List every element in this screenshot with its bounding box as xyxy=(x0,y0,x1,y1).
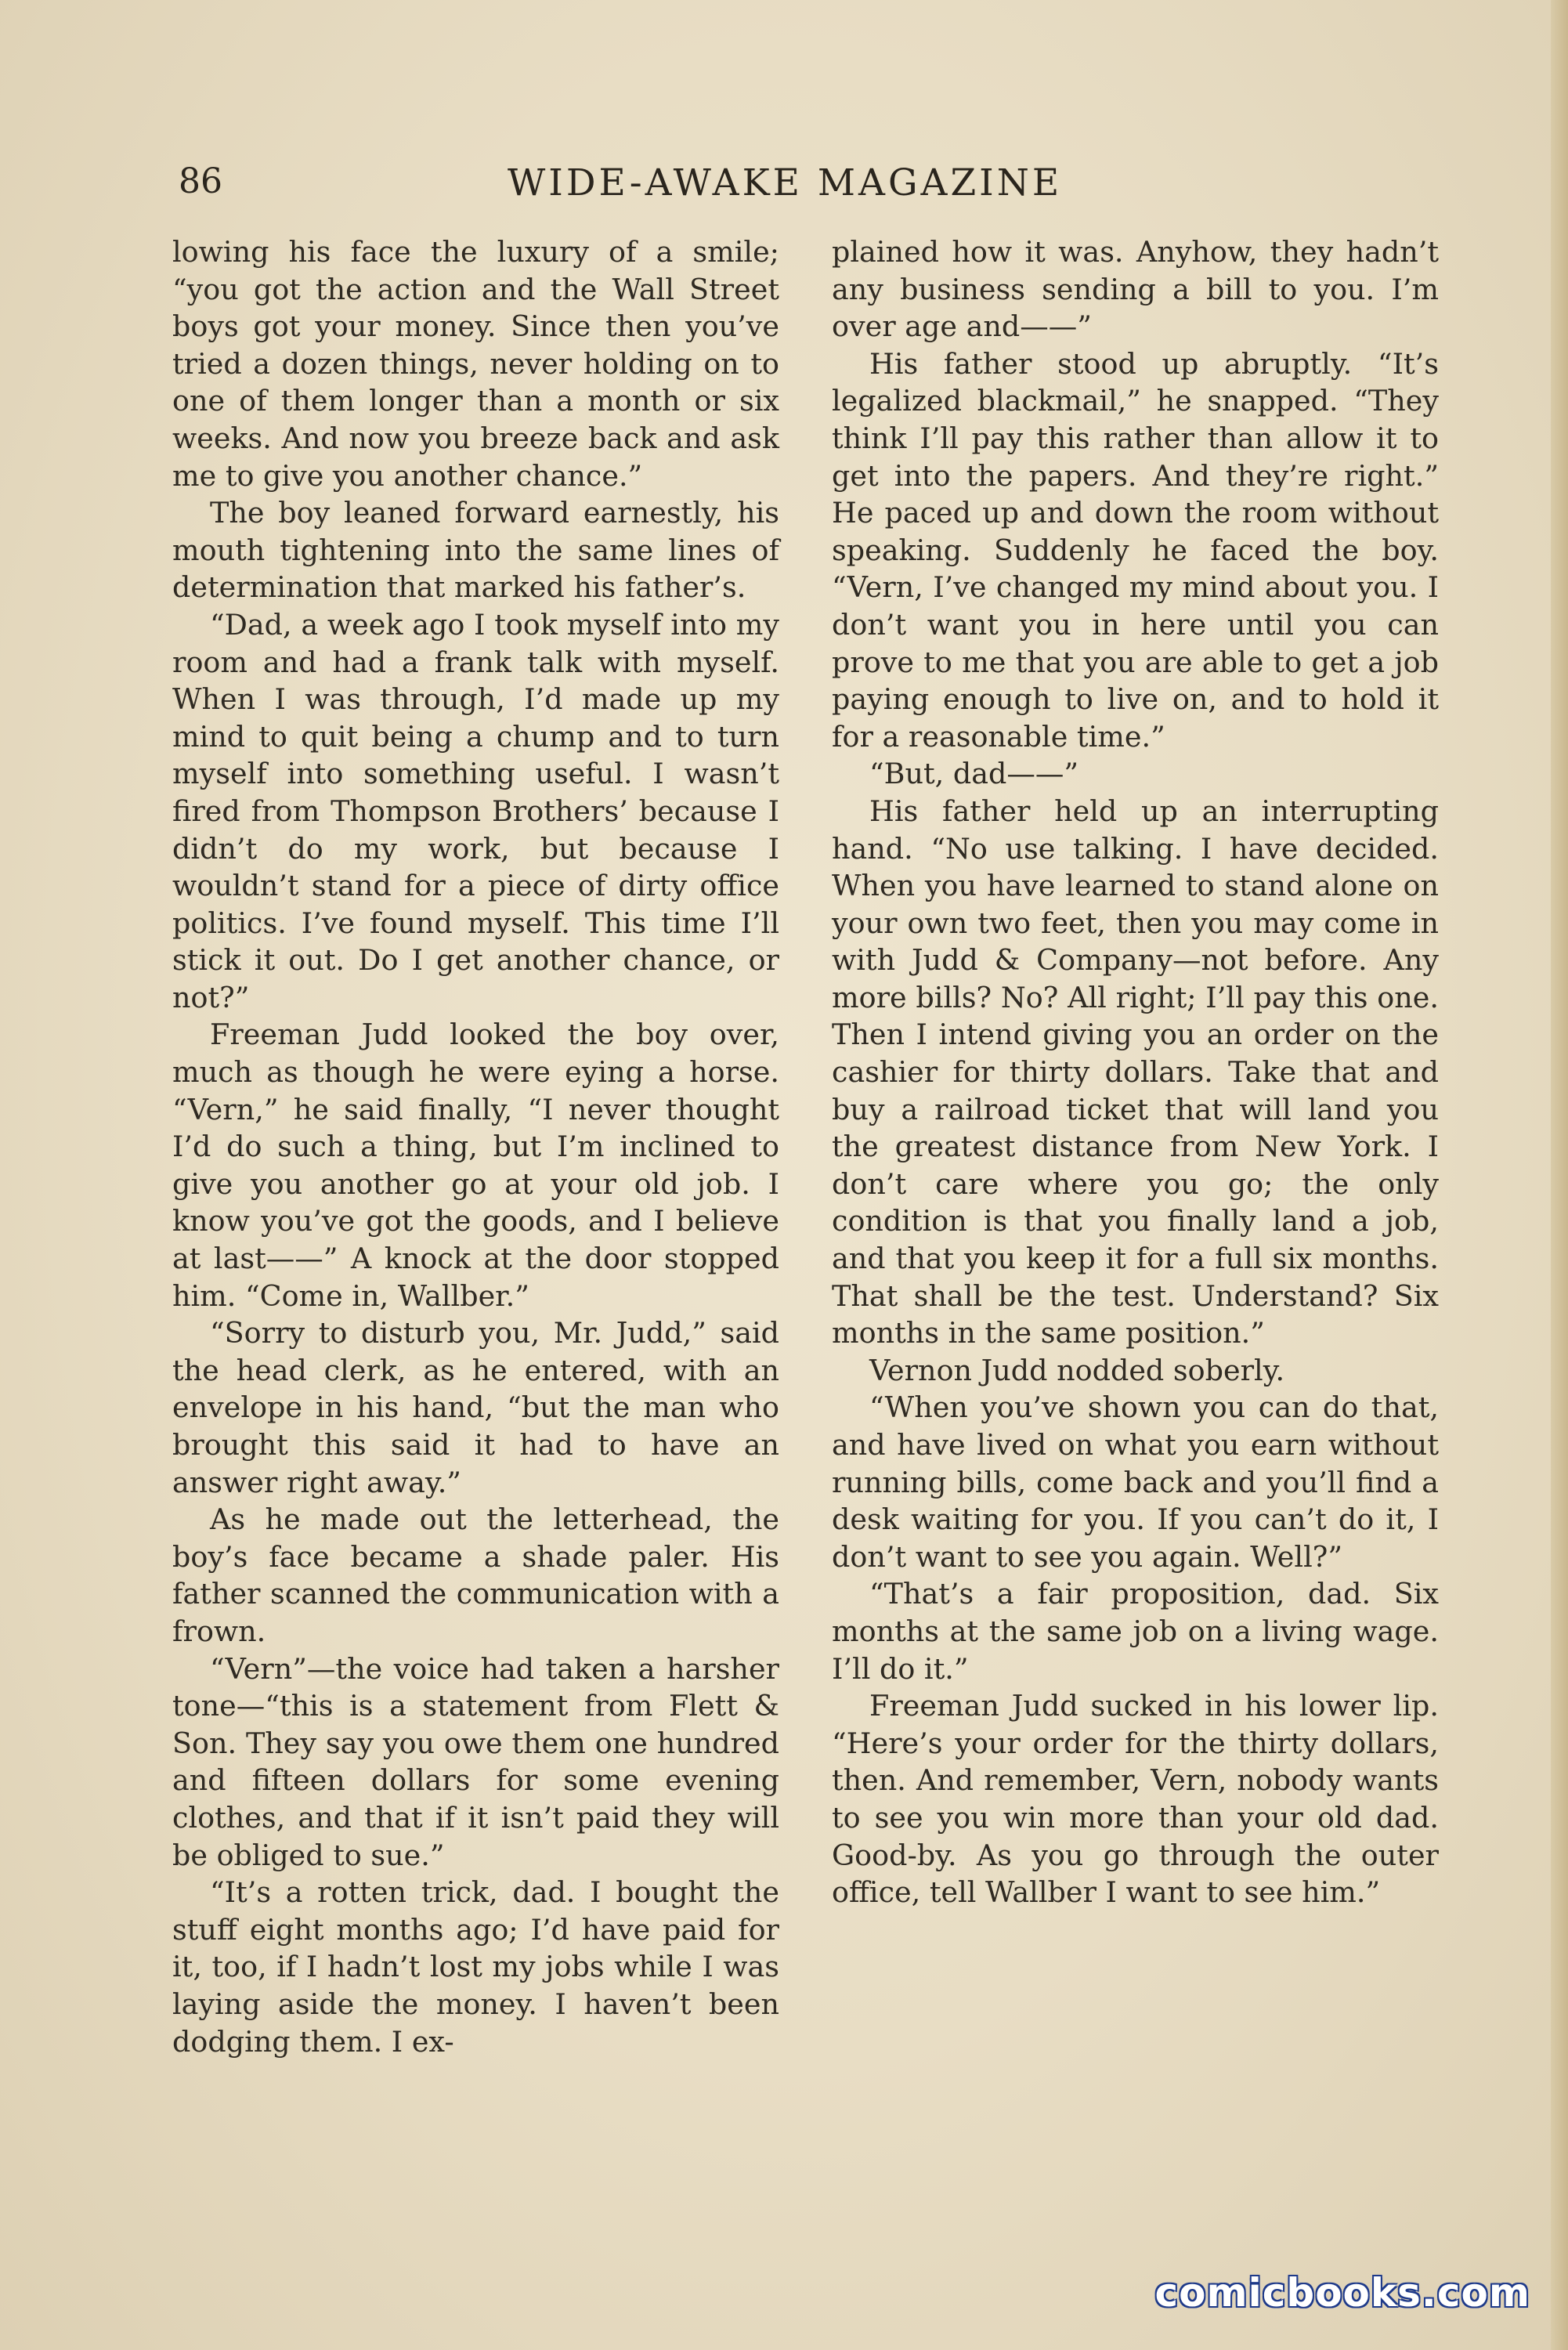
watermark-logo: comicbooks.com xyxy=(1154,2270,1530,2316)
paragraph: Freeman Judd looked the boy over, much as though he were eying a horse. “Vern,” he said finally, “I never thought I’d do such a thing, but I’m inclined to give you another go at your old job. I know you’ve got the goods, and I believe at last——” A knock at the door stopped him. “Come in, Wallber.” xyxy=(172,1018,779,1313)
paragraph: lowing his face the luxury of a smile; “you got the action and the Wall Street boys got your money. Since then you’ve tried a dozen things, never holding on to one of them longer than a month or six weeks. And now you breeze back and ask me to give you another chance.” xyxy=(172,235,779,493)
page-edge xyxy=(1551,0,1568,2350)
paragraph: His father held up an interrupting hand. “No use talking. I have decided. When you have learned to stand alone on your own two feet, then you may come in with Judd & Company—not before. Any more bills? No? All right; I’ll pay this one. Then I intend giving you an order on the cashier for thirty dollars. Take that and buy a railroad ticket that will land you the greatest distance from New York. I don’t care where you go; the only condition is that you finally land a job, and that you keep it for a full six months. That shall be the test. Understand? Six months in the same position.” xyxy=(832,794,1439,1350)
running-head: WIDE-AWAKE MAGAZINE xyxy=(508,161,1063,204)
paragraph: Freeman Judd sucked in his lower lip. “Here’s your order for the thirty dollars, then. And remember, Vern, nobody wants to see you win more than your old dad. Good-by. As you go through the outer office, tell Wallber I want to see him.” xyxy=(832,1689,1439,1910)
paragraph: plained how it was. Anyhow, they hadn’t any business sending a bill to you. I’m over age and——” xyxy=(832,235,1439,344)
paragraph: “When you’ve shown you can do that, and have lived on what you earn without running bills, come back and you’ll find a desk waiting for you. If you can’t do it, I don’t want to see you again. Well?” xyxy=(832,1390,1439,1574)
page-header xyxy=(179,161,1463,208)
paragraph: “It’s a rotten trick, dad. I bought the stuff eight months ago; I’d have paid for it, too, if I hadn’t lost my jobs while I was laying aside the money. I haven’t been dodging them. I ex- xyxy=(172,1875,779,2059)
paragraph: “Vern”—the voice had taken a harsher tone—“this is a statement from Flett & Son. They say you owe them one hundred and fifteen dollars for some evening clothes, and that if it isn’t paid they will be obliged to sue.” xyxy=(172,1651,779,1872)
right-column xyxy=(832,233,1439,1911)
paragraph: As he made out the letterhead, the boy’s face became a shade paler. His father scanned the communication with a frown. xyxy=(172,1502,779,1648)
paragraph: “Sorry to disturb you, Mr. Judd,” said the head clerk, as he entered, with an envelope in his hand, “but the man who brought this said it had to have an answer right away.” xyxy=(172,1316,779,1499)
left-column xyxy=(172,233,779,2060)
page-number: 86 xyxy=(179,161,222,201)
paragraph: Vernon Judd nodded soberly. xyxy=(869,1353,1285,1387)
paragraph: “Dad, a week ago I took myself into my room and had a frank talk with myself. When I was through, I’d made up my mind to quit being a chump and to turn myself into something useful. I wasn’t fired from Thompson Brothers’ because I didn’t do my work, but because I wouldn’t stand for a piece of dirty office politics. I’ve found myself. This time I’ll stick it out. Do I get another chance, or not?” xyxy=(172,607,779,1014)
paragraph: The boy leaned forward earnestly, his mouth tightening into the same lines of determination that marked his father’s. xyxy=(172,496,779,605)
paragraph: His father stood up abruptly. “It’s legalized blackmail,” he snapped. “They think I’ll pay this rather than allow it to get into the papers. And they’re right.” He paced up and down the room without speaking. Suddenly he faced the boy. “Vern, I’ve changed my mind about you. I don’t want you in here until you can prove to me that you are able to get a job paying enough to live on, and to hold it for a reasonable time.” xyxy=(832,346,1439,754)
paragraph: “That’s a fair proposition, dad. Six months at the same job on a living wage. I’ll do it.” xyxy=(832,1577,1439,1686)
paragraph: “But, dad——” xyxy=(869,757,1079,791)
